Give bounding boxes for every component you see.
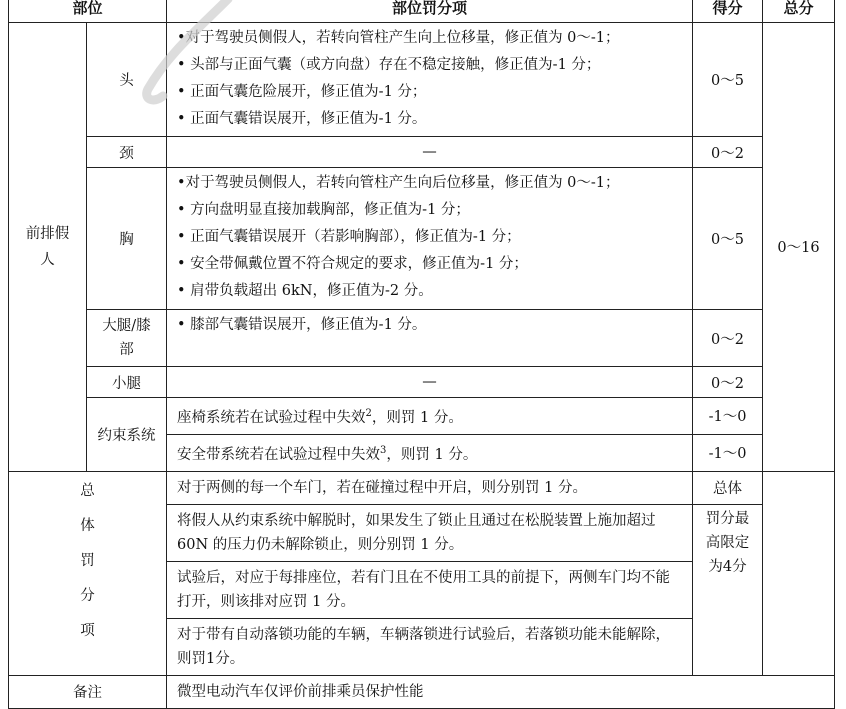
penalty-item: • 头部与正面气囊（或方向盘）存在不稳定接触，修正值为-1 分； — [177, 57, 601, 73]
penalty-neck: — — [167, 137, 693, 168]
score-neck: 0～2 — [693, 137, 763, 168]
penalty-item: • 正面气囊错误展开，修正值为-1 分。 — [177, 111, 427, 127]
overall-score-top: 总体 — [693, 471, 763, 504]
row-lower-leg — [9, 367, 835, 398]
header-row — [9, 0, 835, 23]
penalty-seat: 座椅系统若在试验过程中失效$^2$，则罚 1 分。 — [167, 398, 693, 435]
score-head: 0～5 — [693, 23, 763, 137]
row-overall-1 — [9, 471, 835, 504]
penalty-head — [167, 23, 693, 137]
part-thigh: 大腿/膝部 — [87, 310, 167, 367]
header-part: 部位 — [9, 0, 167, 23]
overall-total-empty — [763, 471, 835, 675]
remark-label: 备注 — [9, 675, 167, 708]
penalty-item: •对于驾驶员侧假人，若转向管柱产生向上位移量，修正值为 0～-1； — [177, 30, 620, 46]
part-restraint: 约束系统 — [87, 398, 167, 472]
part-chest: 胸 — [87, 168, 167, 310]
penalty-chest — [167, 168, 693, 310]
part-lower-leg: 小腿 — [87, 367, 167, 398]
row-remark — [9, 675, 835, 708]
row-chest — [9, 168, 835, 310]
penalty-item: • 肩带负载超出 6kN，修正值为-2 分。 — [177, 283, 433, 299]
header-score: 得分 — [693, 0, 763, 23]
header-penalty: 部位罚分项 — [167, 0, 693, 23]
score-chest: 0～5 — [693, 168, 763, 310]
penalty-item: • 安全带佩戴位置不符合规定的要求，修正值为-1 分； — [177, 256, 528, 272]
overall-item: 对于带有自动落锁功能的车辆，车辆落锁进行试验后，若落锁功能未能解除，则罚1分。 — [167, 618, 693, 675]
part-head: 头 — [87, 23, 167, 137]
penalty-item: • 方向盘明显直接加载胸部，修正值为-1 分； — [177, 202, 470, 218]
scoring-table — [8, 0, 835, 709]
part-neck: 颈 — [87, 137, 167, 168]
remark-text: 微型电动汽车仅评价前排乘员保护性能 — [167, 675, 835, 708]
penalty-thigh — [167, 310, 693, 367]
front-row-label: 前排假人 — [9, 23, 87, 472]
penalty-belt: 安全带系统若在试验过程中失效$^3$，则罚 1 分。 — [167, 434, 693, 471]
overall-label: 总 体 罚 分 项 — [9, 471, 167, 675]
penalty-item: • 膝部气囊错误展开，修正值为-1 分。 — [177, 317, 427, 333]
penalty-item: • 正面气囊错误展开（若影响胸部），修正值为-1 分； — [177, 229, 521, 245]
header-total: 总分 — [763, 0, 835, 23]
row-thigh — [9, 310, 835, 367]
score-seat: -1～0 — [693, 398, 763, 435]
overall-item: 将假人从约束系统中解脱时，如果发生了锁止且通过在松脱装置上施加超过 60N 的压力仍未解除锁止，则分别罚 1 分。 — [167, 504, 693, 561]
row-restraint-seat — [9, 398, 835, 435]
score-belt: -1～0 — [693, 434, 763, 471]
row-head — [9, 23, 835, 137]
score-lower-leg: 0～2 — [693, 367, 763, 398]
score-thigh: 0～2 — [693, 310, 763, 367]
front-row-total: 0～16 — [763, 23, 835, 472]
overall-score-limit: 罚分最高限定为4分 — [693, 504, 763, 675]
penalty-lower-leg: — — [167, 367, 693, 398]
penalty-item: • 正面气囊危险展开，修正值为-1 分； — [177, 84, 427, 100]
row-neck — [9, 137, 835, 168]
penalty-item: •对于驾驶员侧假人，若转向管柱产生向后位移量，修正值为 0～-1； — [177, 175, 620, 191]
overall-item: 试验后，对应于每排座位，若有门且在不使用工具的前提下，两侧车门均不能打开，则该排对应罚 1 分。 — [167, 561, 693, 618]
overall-item: 对于两侧的每一个车门，若在碰撞过程中开启，则分别罚 1 分。 — [167, 471, 693, 504]
